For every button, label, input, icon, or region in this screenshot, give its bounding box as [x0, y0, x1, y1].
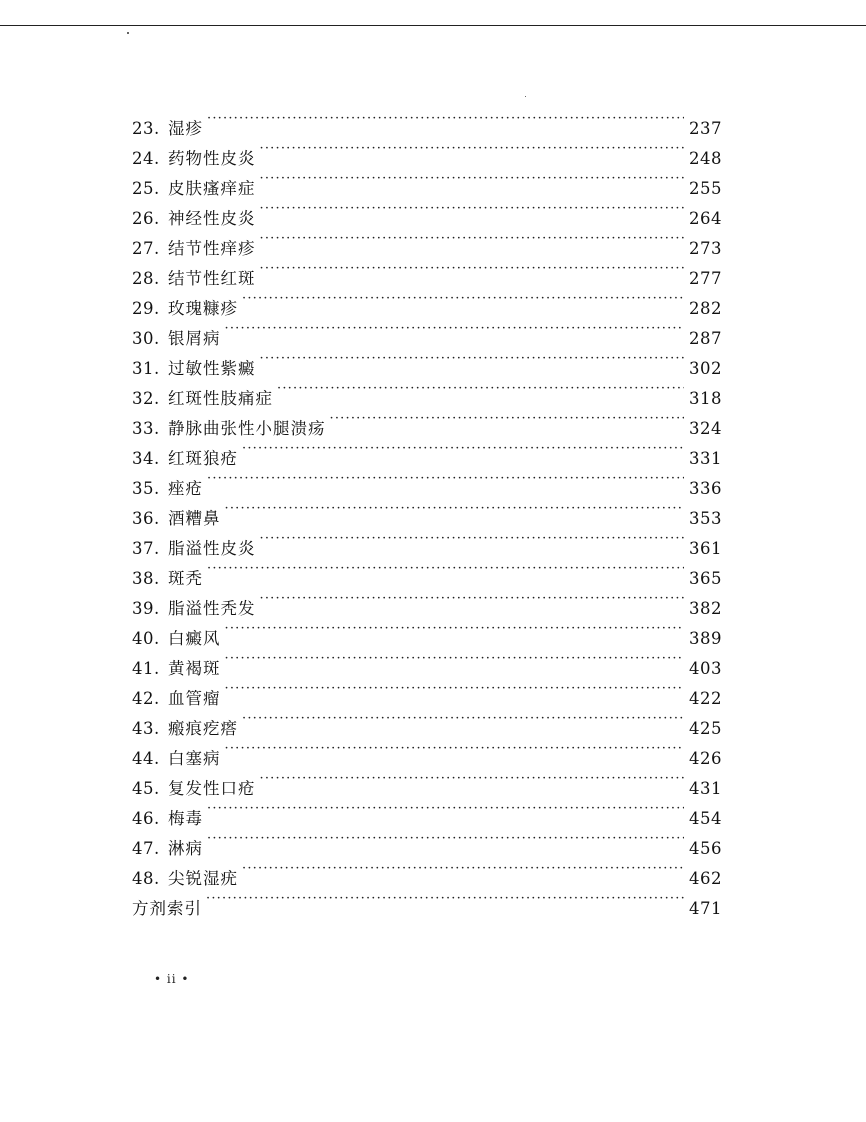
toc-entry-number: 31. [132, 359, 160, 378]
toc-entry-title: 脂溢性皮炎 [168, 539, 256, 558]
toc-entry-title: 方剂索引 [132, 899, 202, 918]
dot-leader [242, 704, 684, 734]
scan-speck [525, 96, 526, 97]
toc-entry-page: 331 [689, 449, 722, 468]
toc-entry-page: 302 [689, 359, 722, 378]
toc-entry-number: 29. [132, 299, 160, 318]
toc-entry-title: 银屑病 [168, 329, 221, 348]
toc-entry-page: 462 [689, 869, 722, 888]
dot-leader [260, 764, 685, 794]
toc-entry[interactable] [132, 104, 722, 138]
toc-entry-page: 255 [689, 179, 722, 198]
toc-entry-number: 35. [132, 479, 160, 498]
toc-entry[interactable] [132, 494, 722, 528]
toc-entry-title: 静脉曲张性小腿溃疡 [168, 419, 326, 438]
toc-entry-number: 40. [132, 629, 160, 648]
dot-leader [260, 254, 685, 284]
toc-entry-title: 淋病 [168, 839, 203, 858]
toc-entry-title: 过敏性紫癜 [168, 359, 256, 378]
toc-entry-title: 白癜风 [168, 629, 221, 648]
toc-entry-page: 382 [689, 599, 722, 618]
toc-entry-title: 复发性口疮 [168, 779, 256, 798]
toc-entry-title: 白塞病 [168, 749, 221, 768]
toc-entry-page: 287 [689, 329, 722, 348]
dot-leader [207, 464, 684, 494]
toc-entry[interactable] [132, 884, 722, 918]
page-number: • ii • [154, 972, 190, 986]
dot-leader [260, 344, 685, 374]
toc-entry[interactable] [132, 854, 722, 888]
dot-leader [225, 734, 685, 764]
toc-entry-page: 237 [689, 119, 722, 138]
toc-entry-title: 梅毒 [168, 809, 203, 828]
toc-entry[interactable] [132, 134, 722, 168]
dot-leader [260, 224, 685, 254]
scan-speck [127, 32, 129, 34]
toc-entry-number: 30. [132, 329, 160, 348]
toc-entry[interactable] [132, 554, 722, 588]
toc-entry-title: 红斑性肢痛症 [168, 389, 273, 408]
toc-entry-title: 斑秃 [168, 569, 203, 588]
toc-entry[interactable] [132, 584, 722, 618]
toc-entry-number: 44. [132, 749, 160, 768]
toc-entry-page: 361 [689, 539, 722, 558]
toc-entry-title: 黄褐斑 [168, 659, 221, 678]
dot-leader [225, 494, 685, 524]
toc-entry-number: 23. [132, 119, 160, 138]
dot-leader [260, 584, 685, 614]
toc-entry-title: 结节性痒疹 [168, 239, 256, 258]
toc-entry-title: 尖锐湿疣 [168, 869, 238, 888]
toc-entry-number: 39. [132, 599, 160, 618]
toc-entry-page: 422 [689, 689, 722, 708]
toc-entry-page: 389 [689, 629, 722, 648]
dot-leader [225, 314, 685, 344]
toc-entry-page: 431 [689, 779, 722, 798]
dot-leader [207, 824, 684, 854]
dot-leader [260, 164, 685, 194]
dot-leader [225, 614, 685, 644]
toc-entry-number: 38. [132, 569, 160, 588]
dot-leader [242, 284, 684, 314]
dot-leader [225, 644, 685, 674]
toc-entry-title: 红斑狼疮 [168, 449, 238, 468]
toc-entry-number: 42. [132, 689, 160, 708]
toc-entry-page: 277 [689, 269, 722, 288]
toc-entry-title: 药物性皮炎 [168, 149, 256, 168]
dot-leader [207, 554, 684, 584]
toc-entry-title: 湿疹 [168, 119, 203, 138]
toc-entry-page: 264 [689, 209, 722, 228]
toc-entry-number: 24. [132, 149, 160, 168]
toc-entry-number: 36. [132, 509, 160, 528]
toc-entry-page: 456 [689, 839, 722, 858]
toc-entry-page: 282 [689, 299, 722, 318]
toc-entry-page: 454 [689, 809, 722, 828]
toc-entry-page: 336 [689, 479, 722, 498]
toc-entry-page: 425 [689, 719, 722, 738]
toc-entry-number: 32. [132, 389, 160, 408]
toc-entry-title: 玫瑰糠疹 [168, 299, 238, 318]
dot-leader [277, 374, 684, 404]
toc-entry-title: 皮肤瘙痒症 [168, 179, 256, 198]
dot-leader [242, 854, 684, 884]
toc-entry-title: 酒糟鼻 [168, 509, 221, 528]
dot-leader [260, 524, 685, 554]
toc-entry-number: 41. [132, 659, 160, 678]
dot-leader [207, 794, 684, 824]
toc-entry-page: 324 [689, 419, 722, 438]
toc-entry-title: 脂溢性秃发 [168, 599, 256, 618]
toc-entry-number: 48. [132, 869, 160, 888]
toc-entry-title: 痤疮 [168, 479, 203, 498]
toc-entry-page: 426 [689, 749, 722, 768]
dot-leader [260, 134, 685, 164]
toc-entry-number: 45. [132, 779, 160, 798]
toc-entry-page: 318 [689, 389, 722, 408]
toc-entry[interactable] [132, 824, 722, 858]
toc-entry-page: 248 [689, 149, 722, 168]
dot-leader [207, 104, 684, 134]
toc-entry-number: 46. [132, 809, 160, 828]
top-rule [0, 25, 866, 26]
toc-entry-number: 43. [132, 719, 160, 738]
dot-leader [242, 434, 684, 464]
toc-entry-number: 34. [132, 449, 160, 468]
dot-leader [330, 404, 685, 434]
toc-entry[interactable] [132, 794, 722, 828]
toc-entry-title: 神经性皮炎 [168, 209, 256, 228]
toc-entry-page: 273 [689, 239, 722, 258]
toc-entry-page: 403 [689, 659, 722, 678]
toc-entry-title: 结节性红斑 [168, 269, 256, 288]
toc-entry-title: 血管瘤 [168, 689, 221, 708]
toc-entry-number: 33. [132, 419, 160, 438]
toc-entry-number: 47. [132, 839, 160, 858]
dot-leader [260, 194, 685, 224]
dot-leader [206, 884, 684, 914]
table-of-contents [132, 104, 722, 918]
toc-entry-page: 365 [689, 569, 722, 588]
toc-entry-page: 353 [689, 509, 722, 528]
toc-entry-number: 26. [132, 209, 160, 228]
toc-entry-title: 瘢痕疙瘩 [168, 719, 238, 738]
toc-entry-page: 471 [689, 899, 722, 918]
toc-entry[interactable] [132, 464, 722, 498]
toc-entry-number: 37. [132, 539, 160, 558]
toc-entry-number: 27. [132, 239, 160, 258]
toc-entry-number: 28. [132, 269, 160, 288]
dot-leader [225, 674, 685, 704]
toc-entry-number: 25. [132, 179, 160, 198]
